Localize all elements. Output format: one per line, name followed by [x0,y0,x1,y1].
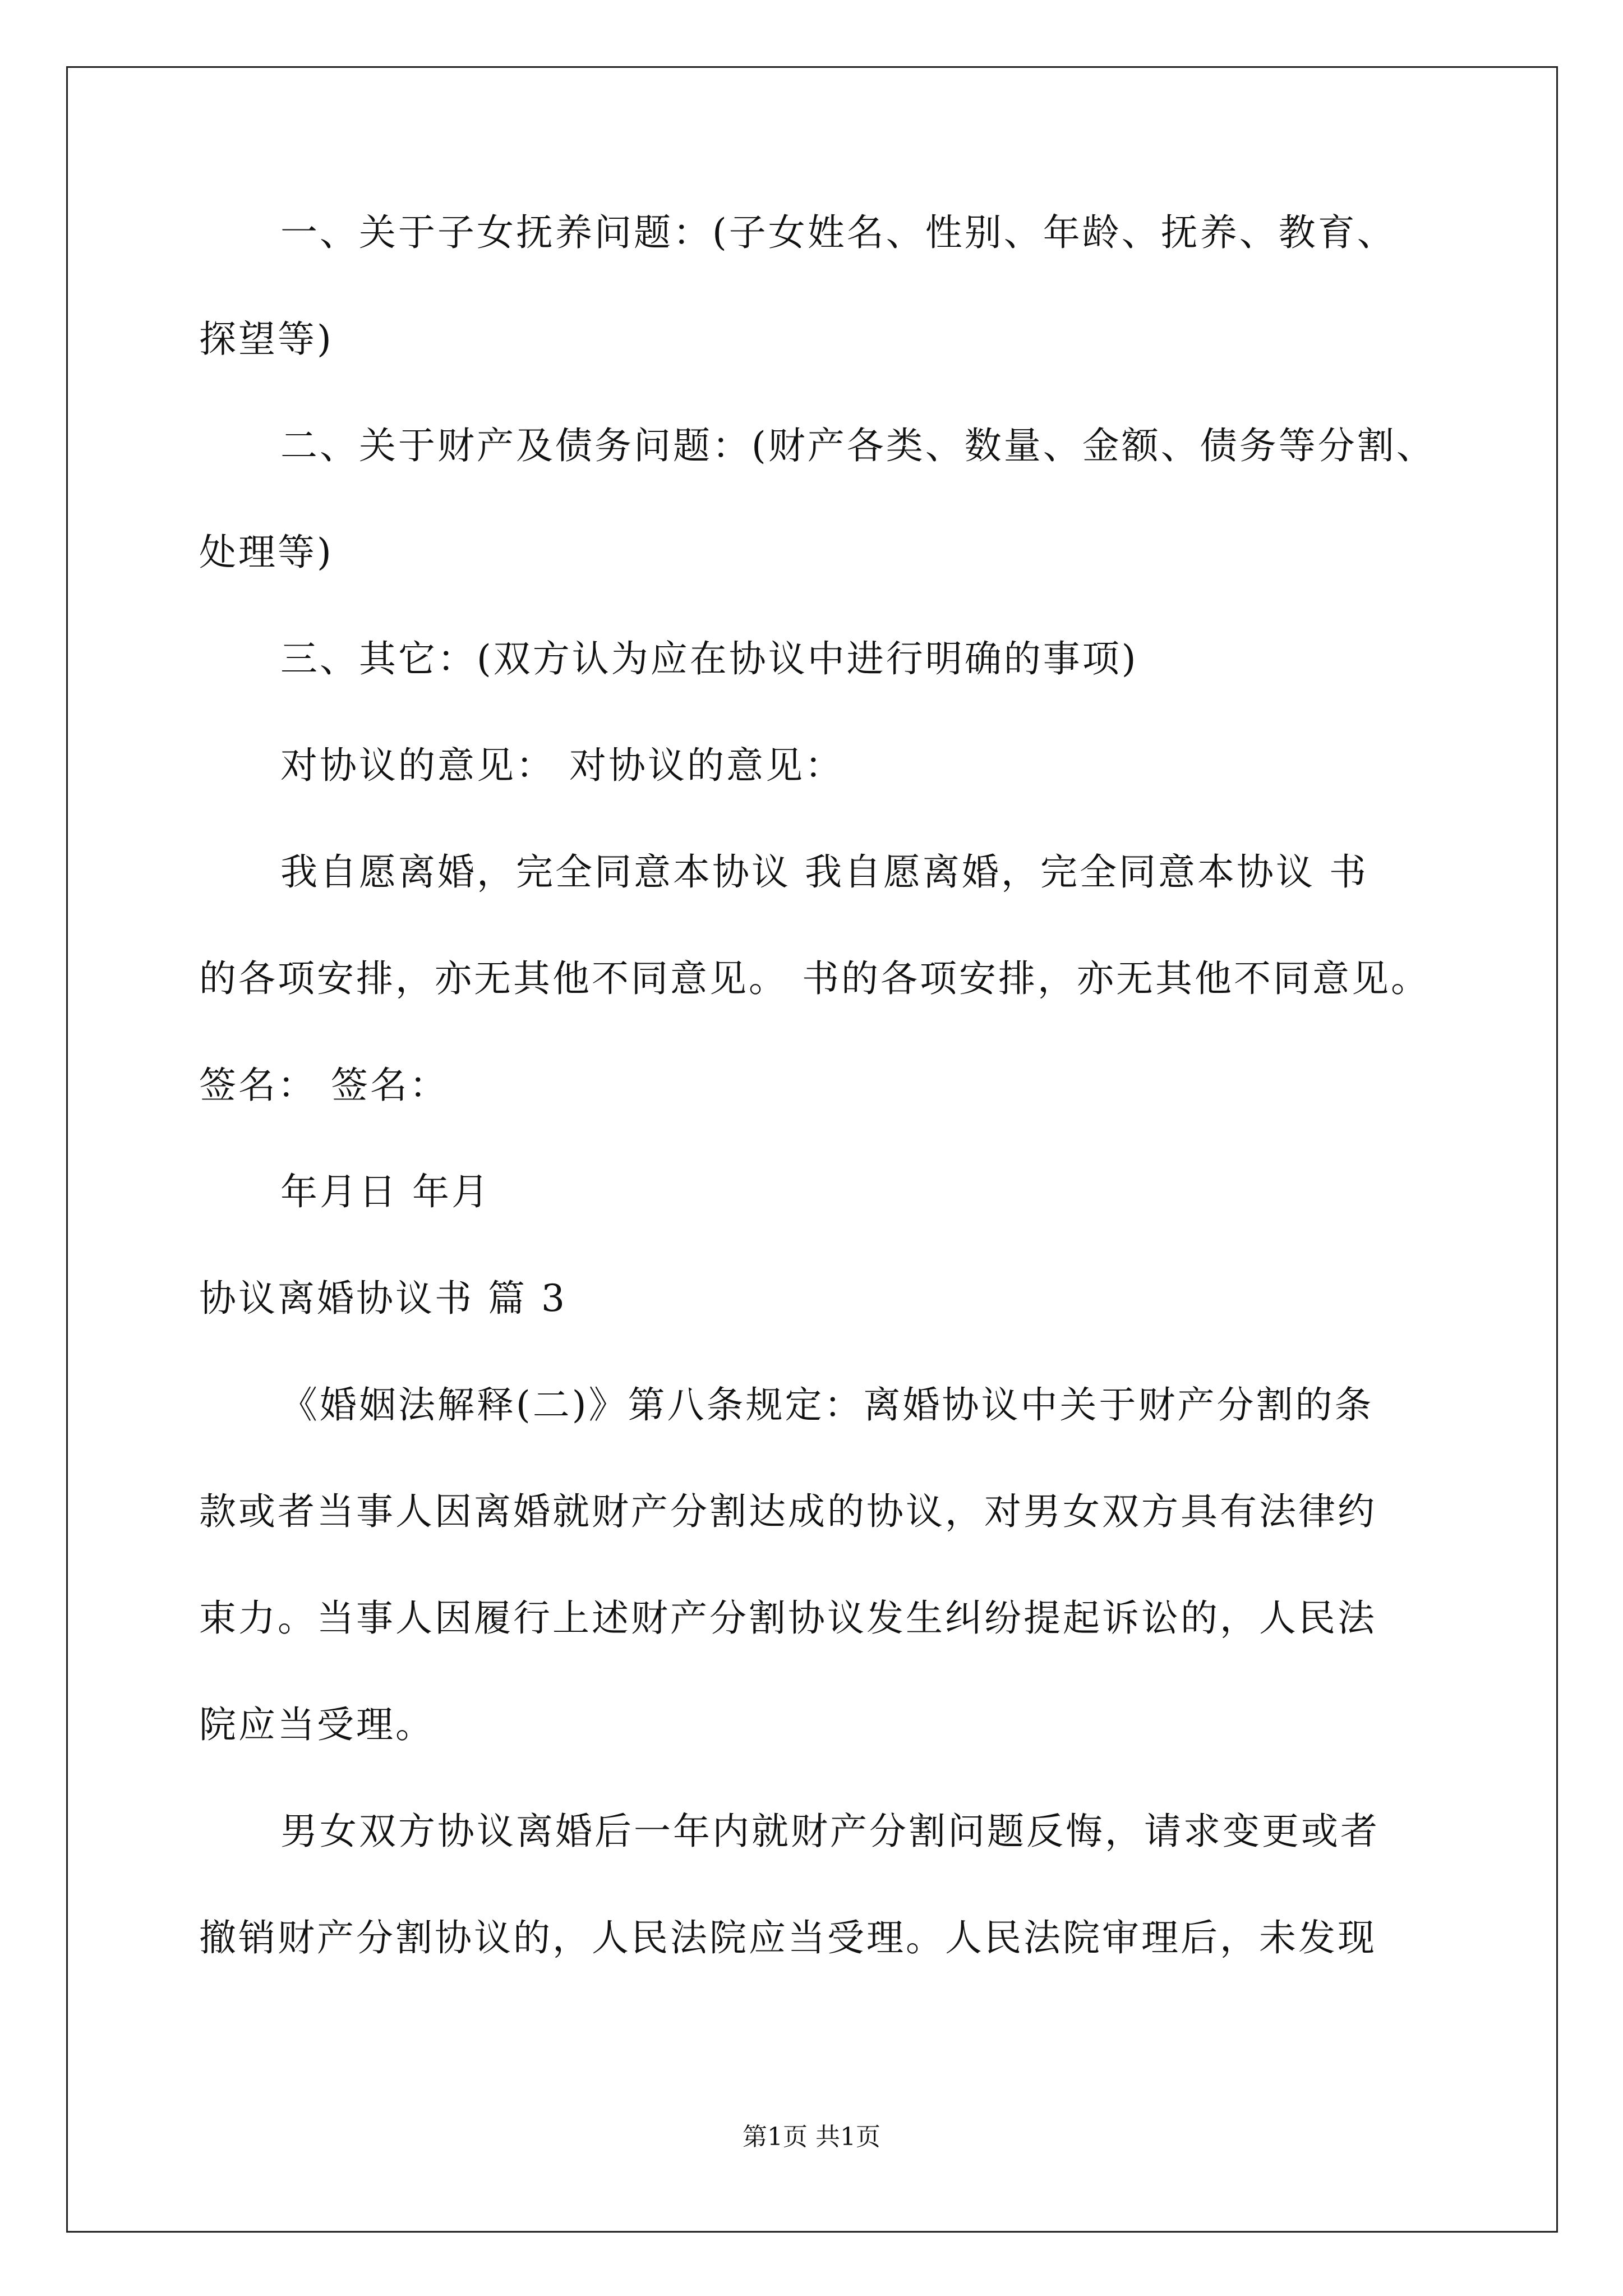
text-line: 束力。当事人因履行上述财产分割协议发生纠纷提起诉讼的，人民法 [199,1596,1377,1640]
page-border [66,66,1558,2233]
page-number: 第1页 共1页 [743,2123,880,2151]
text-line: 对协议的意见： 对协议的意见： [280,744,844,787]
text-line: 签名： 签名： [199,1064,449,1107]
text-line: 处理等) [199,531,334,574]
text-line: 男女双方协议离婚后一年内就财产分割问题反悔，请求变更或者 [280,1810,1380,1853]
text-line: 撤销财产分割协议的，人民法院应当受理。人民法院审理后，未发现 [199,1916,1377,1959]
text-line: 我自愿离婚，完全同意本协议 我自愿离婚，完全同意本协议 书 [280,850,1368,894]
text-line: 年月日 年月 [280,1170,491,1213]
text-line: 二、关于财产及债务问题：(财产各类、数量、金额、债务等分割、 [280,424,1436,467]
text-line: 款或者当事人因离婚就财产分割达成的协议，对男女双方具有法律约 [199,1490,1377,1533]
text-line: 一、关于子女抚养问题：(子女姓名、性别、年龄、抚养、教育、 [280,211,1396,254]
section-heading: 协议离婚协议书 篇 3 [199,1277,567,1320]
text-line: 《婚姻法解释(二)》第八条规定：离婚协议中关于财产分割的条 [280,1383,1374,1427]
text-line: 探望等) [199,318,334,361]
text-line: 院应当受理。 [199,1703,435,1746]
text-line: 三、其它：(双方认为应在协议中进行明确的事项) [280,637,1138,680]
text-line: 的各项安排，亦无其他不同意见。 书的各项安排，亦无其他不同意见。 [199,957,1430,1000]
